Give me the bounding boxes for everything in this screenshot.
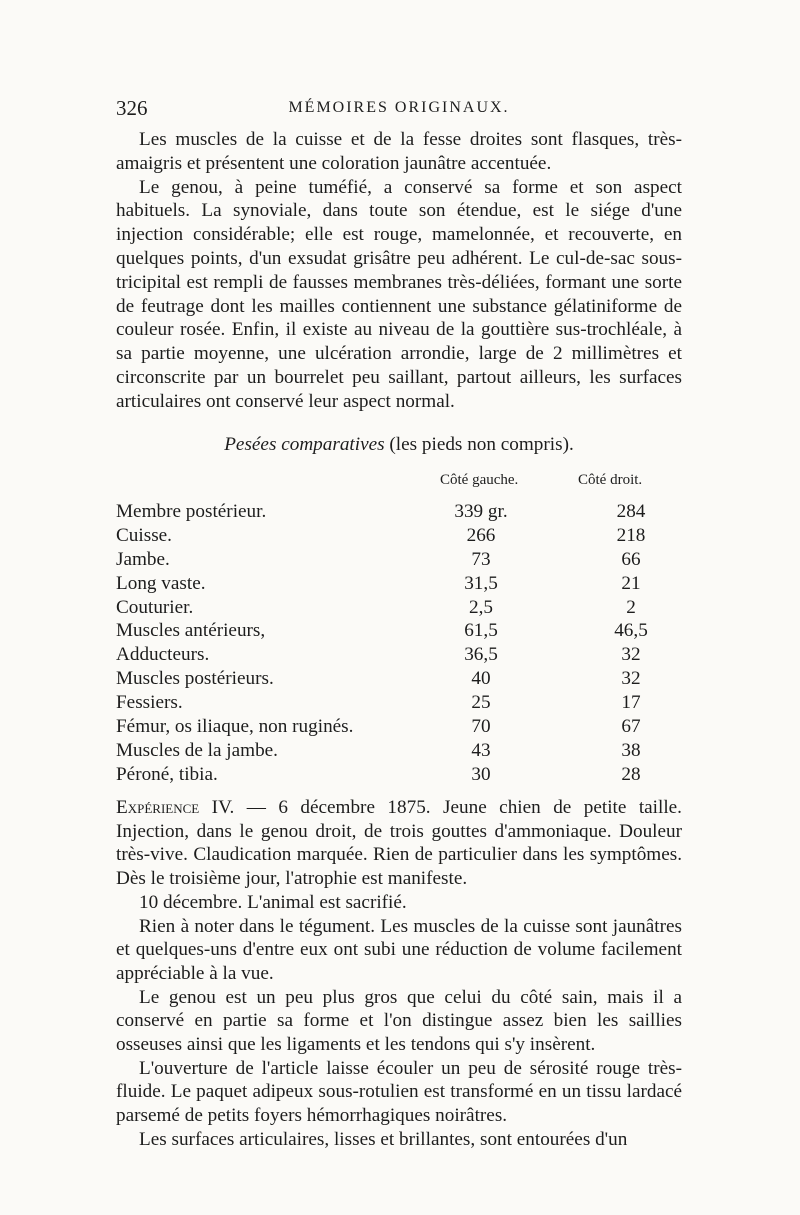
row-label: Cuisse. — [116, 524, 172, 546]
right-value: 66 — [621, 548, 641, 570]
right-value: 46,5 — [614, 620, 648, 642]
left-value: 2,5 — [469, 596, 493, 618]
table-row — [116, 739, 682, 763]
row-label: Adducteurs. — [116, 644, 210, 666]
experiment-paragraph — [116, 796, 682, 891]
intro-text — [116, 128, 682, 414]
left-value: 31,5 — [464, 572, 498, 594]
column-header-right: Côté droit. — [578, 472, 643, 488]
table-row — [116, 667, 682, 691]
experiment-label: Expérience IV. — [116, 797, 235, 818]
experiment-rest: — 6 décembre 1875. Jeune chien de petite taille. Injection, dans le genou droit, de trois gouttes d'ammoniaque. Douleur très-vive. Claudication marquée. Rien de particulier dans les symptômes. Dès le troisième jour, l'atrophie est manifeste. — [116, 797, 682, 890]
table-row — [116, 715, 682, 739]
row-label: Péroné, tibia. — [116, 763, 218, 785]
paragraph: 10 décembre. L'animal est sacrifié. — [139, 891, 407, 913]
page-number: 326 — [116, 96, 148, 120]
left-value: 70 — [471, 716, 491, 738]
left-value: 61,5 — [464, 620, 498, 642]
right-value: 21 — [621, 572, 641, 594]
table-row — [116, 548, 682, 572]
table-title — [116, 434, 682, 456]
left-value: 40 — [471, 668, 491, 690]
table-row — [116, 763, 682, 787]
paragraph: Rien à noter dans le tégument. Les muscles de la cuisse sont jaunâtres et quelques-uns d'entre eux ont subi une réduction de volume facilement appréciable à la vue. — [116, 915, 682, 984]
column-header-left: Côté gauche. — [440, 472, 519, 488]
table-row — [116, 572, 682, 596]
table-row — [116, 643, 682, 667]
right-value: 28 — [621, 763, 641, 785]
paragraph: L'ouverture de l'article laisse écouler un peu de sérosité rouge très-fluide. Le paquet adipeux sous-rotulien est transformé en un tissu lardacé parsemé de petits foyers hémorrhagiques noirâtres. — [116, 1057, 682, 1127]
right-value: 32 — [621, 644, 641, 666]
row-label: Muscles postérieurs. — [116, 668, 274, 690]
row-label: Membre postérieur. — [116, 501, 267, 522]
experiment-text — [116, 796, 682, 1152]
weights-table — [116, 500, 682, 787]
paragraph: Les muscles de la cuisse et de la fesse droites sont flasques, très-amaigris et présentent une coloration jaunâtre accentuée. — [116, 129, 682, 174]
table-row — [116, 619, 682, 643]
left-value: 30 — [471, 763, 491, 785]
left-value: 43 — [471, 739, 491, 761]
right-value: 17 — [621, 692, 641, 714]
left-value: 339 gr. — [454, 501, 508, 522]
right-value: 38 — [621, 739, 641, 761]
left-value: 73 — [471, 548, 491, 570]
right-value: 32 — [621, 668, 641, 690]
paragraph: Les surfaces articulaires, lisses et brillantes, sont entourées d'un — [139, 1128, 628, 1150]
left-value: 25 — [471, 692, 491, 714]
row-label: Muscles de la jambe. — [116, 739, 278, 761]
row-label: Jambe. — [116, 548, 170, 570]
table-row — [116, 691, 682, 715]
row-label: Muscles antérieurs, — [116, 620, 266, 642]
table-row — [116, 524, 682, 548]
right-value: 218 — [616, 524, 646, 546]
row-label: Fessiers. — [116, 692, 183, 714]
running-title: MÉMOIRES ORIGINAUX. — [288, 99, 510, 116]
table-row — [116, 596, 682, 620]
left-value: 266 — [466, 524, 496, 546]
paragraph: Le genou est un peu plus gros que celui du côté sain, mais il a conservé en partie sa forme et l'on distingue assez bien les saillies osseuses ainsi que les ligaments et les tendons qui s'y insèrent. — [116, 986, 682, 1056]
right-value: 284 — [616, 501, 646, 522]
row-label: Fémur, os iliaque, non ruginés. — [116, 716, 354, 738]
paragraph: Le genou, à peine tuméfié, a conservé sa forme et son aspect habituels. La synoviale, dans toute son étendue, est le siége d'une injection considérable; elle est rouge, mamelonnée, et recouverte, en quelques points, d'un exsudat grisâtre peu adhérent. Le cul-de-sac sous-tricipital est rempli de fausses membranes très-déliées, formant une sorte de feutrage dont les mailles contiennent une substance gélatiniforme de couleur rosée. Enfin, il existe au niveau de la gouttière sus-trochléale, à sa partie moyenne, une ulcération arrondie, large de 2 millimètres et circonscrite par un bourrelet peu saillant, partout ailleurs, les surfaces articulaires ont conservé leur aspect normal. — [116, 176, 682, 412]
left-value: 36,5 — [464, 644, 498, 666]
row-label: Long vaste. — [116, 572, 206, 594]
table-row — [116, 500, 682, 524]
row-label: Couturier. — [116, 596, 194, 618]
page-header — [116, 96, 682, 122]
right-value: 67 — [621, 716, 641, 738]
table-title-rest: (les pieds non compris). — [384, 434, 574, 455]
right-value: 2 — [626, 596, 636, 618]
table-title-italic: Pesées comparatives — [224, 434, 385, 455]
